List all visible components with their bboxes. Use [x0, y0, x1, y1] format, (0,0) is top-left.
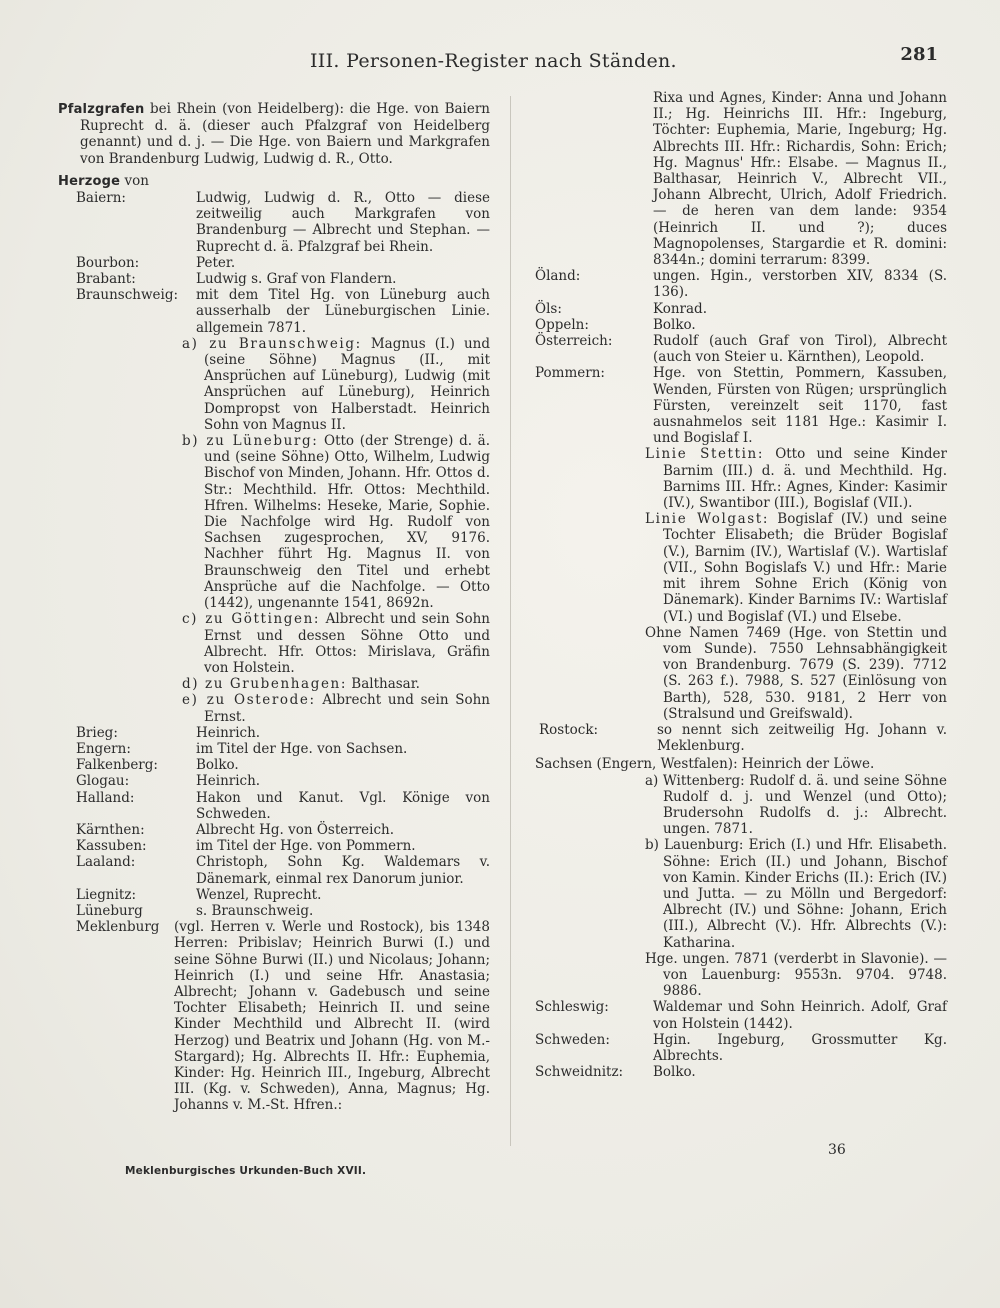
register-row [535, 333, 947, 365]
row-text: Hgin. Ingeburg, Grossmutter Kg. Albrechts. [653, 1031, 947, 1064]
register-row [58, 903, 490, 919]
register-row [58, 190, 490, 255]
pfalzgrafen-entry [58, 101, 490, 167]
row-text: Bolko. [653, 1064, 696, 1081]
pommern-ohne-namen: Ohne Namen 7469 (Hge. von Stettin und vom Sunde). 7550 Lehnsabhängigkeit von Brandenburg. 7679 (S. 239). 7712 (S. 263 f.). 7988, S. 527 (Einlösung von Barth), 528, 530. 9181, 2 Herr von (Stralsund und Greifswald). [645, 624, 947, 722]
herzoge-heading-line [58, 173, 490, 190]
register-row [535, 1064, 947, 1080]
row-label: Schleswig: [535, 999, 609, 1016]
row-label: Rostock: [539, 721, 599, 738]
row-text: Konrad. [653, 300, 707, 317]
row-label: Oppeln: [535, 316, 589, 333]
braunschweig-d [58, 676, 490, 692]
sub-label: Linie Stettin: [645, 446, 764, 463]
row-text: Albrecht Hg. von Österreich. [196, 821, 395, 838]
sachsen-heading: Sachsen (Engern, Westfalen): Heinrich der Löwe. [535, 756, 875, 773]
sub-label: e) zu Osterode: [182, 692, 316, 709]
sub-text: Balthasar. [351, 676, 420, 693]
row-text: Ludwig s. Graf von Flandern. [196, 271, 397, 288]
sub-text: Otto und seine Kinder Barnim (III.) d. ä. und Mechthild. Hg. Barnims III. Hfr.: Agnes, Kinder: Kasimir (IV.), Swantibor (III.), Bogislaf (VII.). [663, 446, 947, 512]
register-row [535, 1032, 947, 1064]
row-text: mit dem Titel Hg. von Lüneburg auch ausserhalb der Lüneburgischen Linie. allgemein 7871. [196, 287, 490, 336]
register-row [58, 854, 490, 886]
row-text: Heinrich. [196, 773, 261, 790]
braunschweig-c [58, 611, 490, 676]
register-row [58, 887, 490, 903]
row-label: Lüneburg [76, 902, 143, 919]
register-row [58, 790, 490, 822]
row-label: Pommern: [535, 365, 605, 382]
register-row [58, 822, 490, 838]
sub-text: Albrecht und sein Sohn Ernst. [204, 692, 490, 725]
sub-label: c) zu Göttingen: [182, 611, 321, 628]
braunschweig-e [58, 692, 490, 724]
herzoge-heading: Herzoge [58, 173, 121, 189]
pommern-stettin [535, 446, 947, 511]
row-label: Öland: [535, 268, 581, 285]
sachsen-c: Hge. ungen. 7871 (verderbt in Slavonie). — von Lauenburg: 9553n. 9704. 9748. 9886. [645, 950, 947, 1000]
row-text: Wenzel, Ruprecht. [196, 886, 322, 903]
sub-label: a) zu Braunschweig: [182, 335, 362, 352]
sachsen-a: a) Wittenberg: Rudolf d. ä. und seine Söhne Rudolf d. j. und Wenzel (und Otto); Brudersohn Rudolfs d. j.: Albrecht. ungen. 7871. [645, 772, 947, 838]
row-label: Bourbon: [76, 254, 140, 271]
row-label: Brabant: [76, 271, 136, 288]
row-text: Hakon und Kanut. Vgl. Könige von Schweden. [196, 789, 490, 822]
row-text: Bolko. [653, 316, 696, 333]
sub-text: Albrecht und sein Sohn Ernst und dessen Söhne Otto und Albrecht. Hfr. Ottos: Mirislava, Gräfin von Holstein. [204, 611, 491, 676]
register-row [58, 757, 490, 773]
row-label: Kärnthen: [76, 821, 145, 838]
right-column [535, 90, 947, 1080]
row-label: Schweden: [535, 1031, 610, 1048]
sub-text: Otto (der Strenge) d. ä. und (seine Söhne) Otto, Wilhelm, Ludwig Bischof von Minden, Johann. Hfr. Ottos d. Str.: Mechthild. Hfr. Ottos: Mechthild. Hfren. Wilhelms: Heseke, Marie, Sophie. Die Nachfolge wird Hg. Rudolf von Sachsen zugesprochen, XV, 9176. Nachher führt Hg. Magnus II. von Braunschweig den Titel und erhebt Ansprüche auf die Nachfolge. — Otto (1442), ungenannte 1541, 8692n. [204, 433, 491, 612]
row-text: im Titel der Hge. von Sachsen. [196, 740, 408, 757]
braunschweig-b [58, 433, 490, 611]
row-text: im Titel der Hge. von Pommern. [196, 838, 416, 855]
register-row [535, 999, 947, 1031]
row-label: Meklenburg [76, 919, 160, 936]
row-label: Halland: [76, 789, 135, 806]
row-text: Christoph, Sohn Kg. Waldemars v. Dänemark, einmal rex Danorum junior. [196, 854, 490, 887]
column-divider [510, 96, 511, 1146]
sachsen-b: b) Lauenburg: Erich (I.) und Hfr. Elisabeth. Söhne: Erich (II.) und Johann, Bischof von Kamin. Kinder Erichs (II.): Erich (IV.) und Jutta. — zu Mölln und Bergedorf: Albrecht (IV.) und Söhne: Johann, Erich (III.), Albrecht (V.). Hfr. Albrechts (V.): Katharina. [645, 837, 947, 951]
sub-label: Linie Wolgast: [645, 511, 769, 528]
row-label: Glogau: [76, 773, 130, 790]
herzoge-von: von [124, 172, 149, 189]
row-label: Liegnitz: [76, 886, 137, 903]
row-text: Rudolf (auch Graf von Tirol), Albrecht (auch von Steier u. Kärnthen), Leopold. [653, 333, 947, 366]
row-text: s. Braunschweig. [196, 902, 314, 919]
row-text: so nennt sich zeitweilig Hg. Johann v. Meklenburg. [657, 721, 947, 755]
row-text: Hge. von Stettin, Pommern, Kassuben, Wenden, Fürsten von Rügen; ursprünglich Fürsten, vereinzelt seit 1170, fast ausnahmelos seit 1181 Hge.: Kasimir I. und Bogislaf I. [653, 365, 947, 447]
sub-text: Magnus (I.) und (seine Söhne) Magnus (II., mit Ansprüchen auf Lüneburg), Ludwig (mit Ansprüchen auf Lüneburg), Heinrich Dompropst von Halberstadt. Heinrich Sohn von Magnus II. [204, 335, 491, 433]
braunschweig-a [58, 336, 490, 433]
register-row [58, 773, 490, 789]
register-row [58, 725, 490, 741]
pommern-wolgast [535, 511, 947, 624]
meklenburg-continuation: Rixa und Agnes, Kinder: Anna und Johann II.; Hg. Heinrichs III. Hfr.: Ingeburg, Töchter: Euphemia, Marie, Ingeburg; Hg. Albrechts III. Hfr.: Richardis, Sohn: Erich; Hg. Magnus' Hfr.: Elsabe. — Magnus II., Balthasar, Heinrich V., Albrecht VII., Johann Albrecht, Ulrich, Adolf Friedrich. — de heren van dem lande: 9354 (Heinrich II. und ?); duces Magnopolenses, Stargardie et R. domini: 8344n.; domini terrarum: 8399. [653, 90, 947, 269]
register-row [58, 287, 490, 336]
row-label: Schweidnitz: [535, 1064, 624, 1081]
publication-footer: Meklenburgisches Urkunden-Buch XVII. [125, 1165, 367, 1177]
register-row-meklenburg [58, 919, 490, 1113]
page-number: 281 [900, 44, 938, 65]
row-label: Baiern: [76, 190, 126, 207]
register-row [535, 365, 947, 446]
row-label: Österreich: [535, 333, 613, 350]
row-label: Laaland: [76, 854, 136, 871]
row-label: Braunschweig: [76, 287, 179, 304]
sub-text: Bogislaf (IV.) und seine Tochter Elisabeth; die Brüder Bogislaf (V.), Barnim (IV.), Wartislaf (V.). Wartislaf (VII., Sohn Bogislafs V.) und Hfr.: Marie mit ihrem Sohne Erich (König von Dänemark). Kinder Barnims IV.: Wartislaf (VI.) und Bogislaf (VI.) und Elsebe. [663, 511, 947, 625]
row-label: Kassuben: [76, 838, 147, 855]
row-label: Brieg: [76, 724, 118, 741]
left-column [58, 101, 490, 1114]
register-row [535, 301, 947, 317]
row-text: (vgl. Herren v. Werle und Rostock), bis 1348 Herren: Pribislav; Heinrich Burwi (I.) und seine Söhne Burwi (II.) und Nicolaus; Johann; Heinrich (I.) und seine Hfr. Anastasia; Albrecht; Johann v. Gadebusch und seine Tochter Elisabeth; Heinrich II. und seine Kinder Mechthild und Albrecht II. (wird Herzog) und Beatrix und Johann (Hg. von M.-Stargard); Hg. Albrechts II. Hfr.: Euphemia, Kinder: Hg. Heinrich III., Ingeburg, Albrecht III. (Kg. v. Schweden), Anna, Magnus; Hg. Johanns v. M.-St. Hfren.: [174, 919, 490, 1114]
sub-label: d) zu Grubenhagen: [182, 676, 347, 693]
sheet-number: 36 [828, 1142, 846, 1158]
register-row [58, 255, 490, 271]
register-row [535, 722, 947, 754]
row-text: Bolko. [196, 757, 239, 774]
row-text: ungen. Hgin., verstorben XIV, 8334 (S. 136). [653, 268, 947, 301]
register-row [535, 268, 947, 300]
row-text: Peter. [196, 254, 236, 271]
row-label: Öls: [535, 300, 562, 317]
register-row [58, 838, 490, 854]
pfalzgrafen-heading: Pfalzgrafen [58, 102, 145, 117]
row-text: Heinrich. [196, 724, 261, 741]
register-row [58, 271, 490, 287]
running-header: III. Personen-Register nach Ständen. [310, 50, 677, 72]
row-text: Waldemar und Sohn Heinrich. Adolf, Graf von Holstein (1442). [653, 999, 947, 1032]
register-row [535, 317, 947, 333]
sub-label: b) zu Lüneburg: [182, 433, 319, 450]
pfalzgrafen-text: bei Rhein (von Heidelberg): die Hge. von Baiern Ruprecht d. ä. (dieser auch Pfalzgraf von Heidelberg genannt) und d. j. — Die Hge. von Baiern und Markgrafen von Brandenburg Ludwig, Ludwig d. R., Otto. [80, 101, 490, 167]
row-label: Falkenberg: [76, 757, 158, 774]
row-text: Ludwig, Ludwig d. R., Otto — diese zeitweilig auch Markgrafen von Brandenburg — Albrecht und Stephan. — Ruprecht d. ä. Pfalzgraf bei Rhein. [196, 190, 490, 255]
row-label: Engern: [76, 740, 131, 757]
register-row [58, 741, 490, 757]
